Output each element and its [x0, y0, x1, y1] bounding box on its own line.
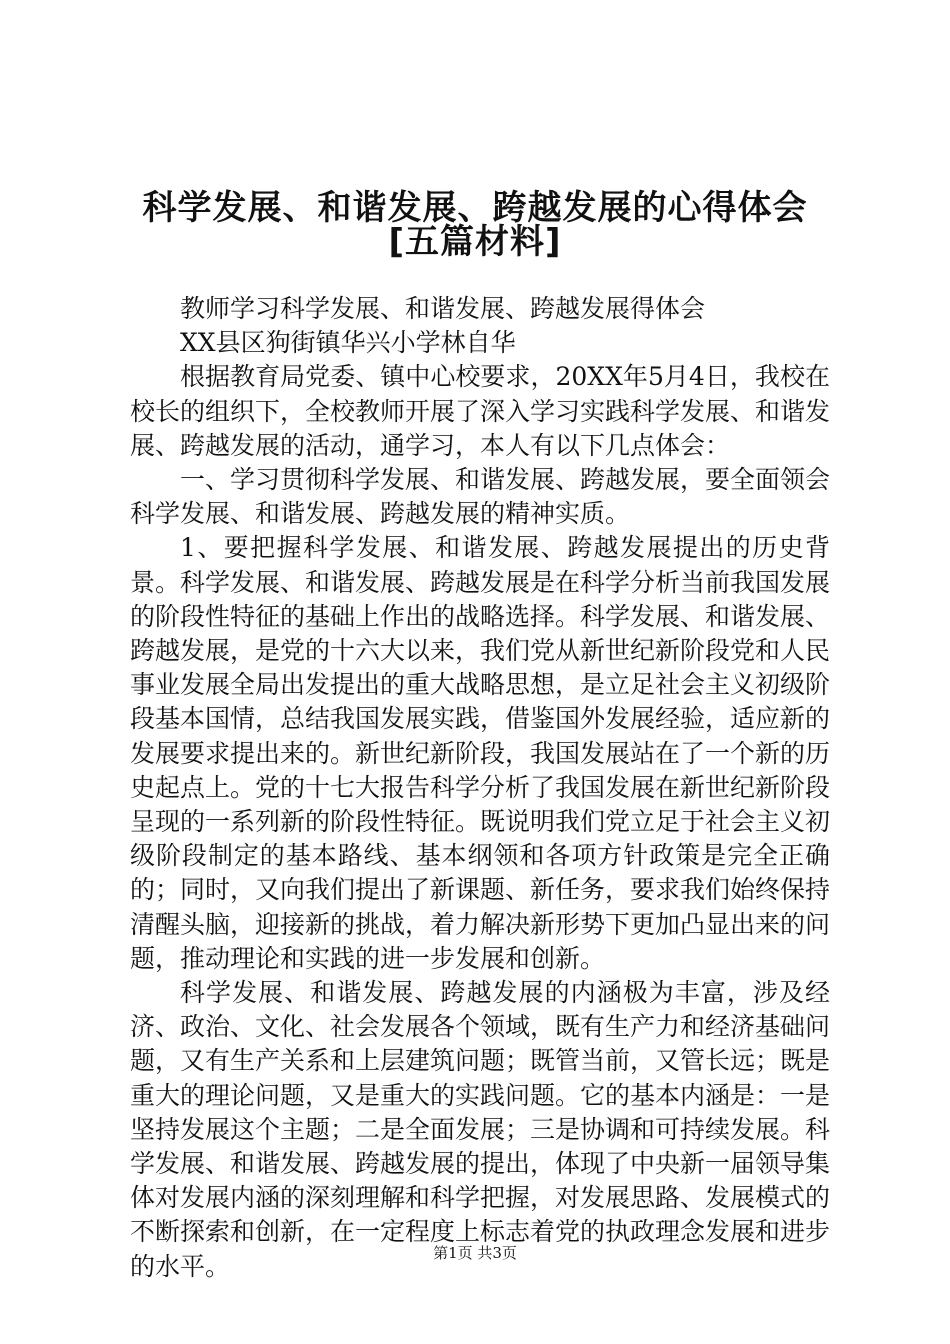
paragraph-background: 1、要把握科学发展、和谐发展、跨越发展提出的历史背景。科学发展、和谐发展、跨越发展是在科学分析当前我国发展的阶段性特征的基础上作出的战略选择。科学发展、和谐发展、跨越发展，是党的十六大以来，我们党从新世纪新阶段党和人民事业发展全局出发提出的重大战略思想，是立足社会主义初级阶段基本国情，总结我国发展实践，借鉴国外发展经验，适应新的发展要求提出来的。新世纪新阶段，我国发展站在了一个新的历史起点上。党的十七大报告科学分析了我国发展在新世纪新阶段呈现的一系列新的阶段性特征。既说明我们党立足于社会主义初级阶段制定的基本路线、基本纲领和各项方针政策是完全正确的；同时，又向我们提出了新课题、新任务，要求我们始终保持清醒头脑，迎接新的挑战，着力解决新形势下更加凸显出来的问题，推动理论和实践的进一步发展和创新。 [130, 533, 831, 973]
page-number-footer: 第1页 共3页 [433, 1244, 517, 1262]
paragraph-heading: 教师学习科学发展、和谐发展、跨越发展得体会 [180, 294, 706, 323]
document-body [130, 292, 830, 1284]
paragraph-section-1: 一、学习贯彻科学发展、和谐发展、跨越发展，要全面领会科学发展、和谐发展、跨越发展的精神实质。 [130, 465, 831, 529]
paragraph-intro: 根据教育局党委、镇中心校要求，20XX年5月4日，我校在校长的组织下，全校教师开展了深入学习实践科学发展、和谐发展、跨越发展的活动，通学习，本人有以下几点体会： [130, 362, 831, 460]
document-subtitle: [五篇材料] [388, 222, 562, 262]
paragraph-connotation: 科学发展、和谐发展、跨越发展的内涵极为丰富，涉及经济、政治、文化、社会发展各个领域，既有生产力和经济基础问题，又有生产关系和上层建筑问题；既管当前，又管长远；既是重大的理论问题，又是重大的实践问题。它的基本内涵是：一是坚持发展这个主题；二是全面发展；三是协调和可持续发展。科学发展、和谐发展、跨越发展的提出，体现了中央新一届领导集体对发展内涵的深刻理解和科学把握，对发展思路、发展模式的不断探索和创新，在一定程度上标志着党的执政理念发展和进步的水平。 [130, 978, 831, 1281]
paragraph-author: XX县区狗街镇华兴小学林自华 [180, 328, 516, 358]
document-title: 科学发展、和谐发展、跨越发展的心得体会 [142, 188, 808, 228]
